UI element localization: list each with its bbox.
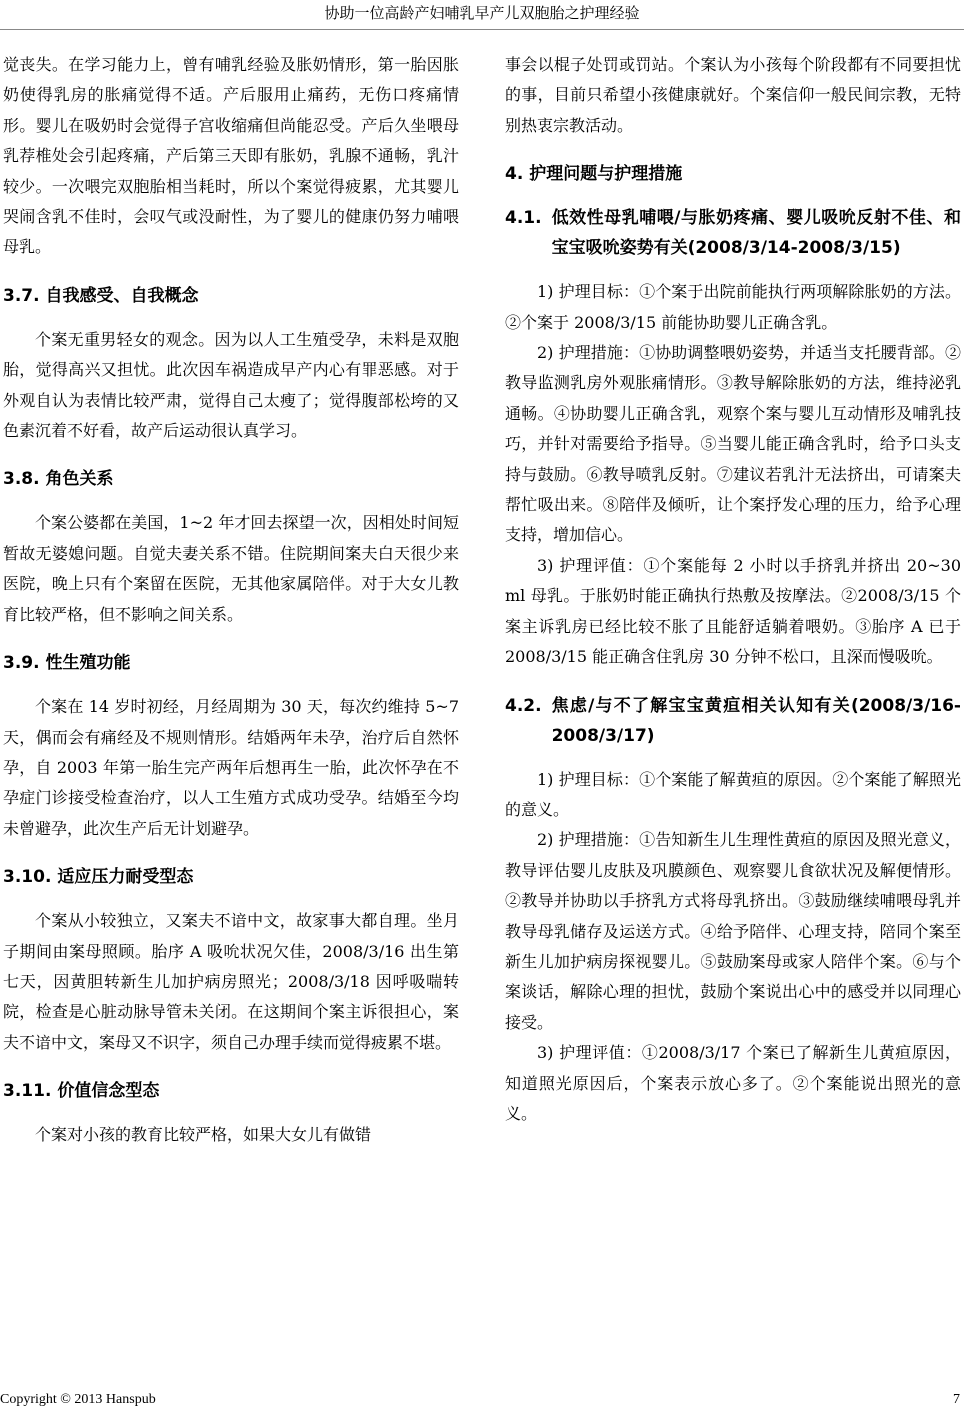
paragraph-intro-continued: 觉丧失。在学习能力上，曾有哺乳经验及胀奶情形，第一胎因胀奶使得乳房的胀痛觉得不适。产后服用止痛药，无伤口疼痛情形。婴儿在吸奶时会觉得子宫收缩痛但尚能忍受。产后久坐喂母乳荐椎处会引起疼痛，产后第三天即有胀奶，乳腺不通畅，乳汁较少。一次喂完双胞胎相当耗时，所以个案觉得疲累，尤其婴儿哭闹含乳不佳时，会叹气或没耐性，为了婴儿的健康仍努力哺喂母乳。 [3, 55, 459, 257]
section-4-1-heading [505, 203, 961, 263]
section-4-1-measures: 2) 护理措施：①协助调整喂奶姿势，并适当支托腰背部。②教导监测乳房外观胀痛情形。③教导解除胀奶的方法，维持泌乳通畅。④协助婴儿正确含乳，观察个案与婴儿互动情形及哺乳技巧，并针对需要给予指导。⑤当婴儿能正确含乳时，给予口头支持与鼓励。⑥教导喷乳反射。⑦建议若乳汁无法挤出，可请案夫帮忙吸出来。⑧陪伴及倾听，让个案抒发心理的压力，给予心理支持，增加信心。 [505, 343, 961, 545]
section-3-11-paragraph: 个案对小孩的教育比较严格，如果大女儿有做错 [35, 1125, 372, 1145]
section-4-2-number: 4.2. [505, 695, 542, 716]
section-4-2-title: 焦虑/与不了解宝宝黄疸相关认知有关(2008/3/16-2008/3/17) [551, 695, 961, 746]
section-3-9-paragraph: 个案在 14 岁时初经，月经周期为 30 天，每次约维持 5~7 天，偶而会有痛经及不规则情形。结婚两年未孕，治疗后自然怀孕，自 2003 年第一胎生完产两年后想再生一胎，此次怀孕在不孕症门诊接受检查治疗，以人工生殖方式成功受孕。结婚至今均未曾避孕，此次生产后无计划避孕。 [3, 697, 459, 838]
section-3-8-paragraph: 个案公婆都在美国，1~2 年才回去探望一次，因相处时间短暂故无婆媳问题。自觉夫妻关系不错。住院期间案夫白天很少来医院，晚上只有个案留在医院，无其他家属陪伴。对于大女儿教育比较严格，但不影响之间关系。 [3, 513, 459, 624]
paragraph-values-continued: 事会以棍子处罚或罚站。个案认为小孩每个阶段都有不同要担忧的事，目前只希望小孩健康就好。个案信仰一般民间宗教，无特别热衷宗教活动。 [505, 55, 961, 135]
section-4-2-heading [505, 691, 961, 751]
right-column [505, 50, 961, 1129]
left-column [3, 50, 459, 1151]
section-3-9-heading: 3.9. 性生殖功能 [3, 653, 131, 674]
section-3-7-paragraph: 个案无重男轻女的观念。因为以人工生殖受孕，未料是双胞胎，觉得高兴又担忧。此次因车祸造成早产内心有罪恶感。对于外观自认为表情比较严肃，觉得自己太瘦了；觉得腹部松垮的又色素沉着不好看，故产后运动很认真学习。 [3, 329, 459, 441]
section-4-heading: 4. 护理问题与护理措施 [505, 164, 683, 185]
section-3-8-heading: 3.8. 角色关系 [3, 469, 114, 490]
section-3-7-heading: 3.7. 自我感受、自我概念 [3, 285, 199, 306]
section-3-10-heading: 3.10. 适应压力耐受型态 [3, 867, 194, 888]
running-header [0, 0, 964, 30]
section-4-2-goal: 1) 护理目标：①个案能了解黄疸的原因。②个案能了解照光的意义。 [505, 769, 961, 819]
section-3-10-paragraph: 个案从小较独立，又案夫不谙中文，故家事大都自理。坐月子期间由案母照顾。胎序 A 吸吮状况欠佳，2008/3/16 出生第七天，因黄胆转新生儿加护病房照光；2008/3/18 因呼吸喘转院，检查是心脏动脉导管未关闭。在这期间个案主诉很担心，案夫不谙中文，案母又不识字，须自己办理手续而觉得疲累不堪。 [3, 911, 459, 1052]
running-header-title: 协助一位高龄产妇哺乳早产儿双胞胎之护理经验 [324, 4, 640, 22]
section-4-1-number: 4.1. [505, 208, 542, 229]
section-4-1-goal: 1) 护理目标：①个案于出院前能执行两项解除胀奶的方法。②个案于 2008/3/15 前能协助婴儿正确含乳。 [505, 282, 961, 332]
section-4-2-measures: 2) 护理措施：①告知新生儿生理性黄疸的原因及照光意义，教导评估婴儿皮肤及巩膜颜色、观察婴儿食欲状况及解便情形。②教导并协助以手挤乳方式将母乳挤出。③鼓励继续哺喂母乳并教导母乳储存及运送方式。④给予陪伴、心理支持，陪同个案至新生儿加护病房探视婴儿。⑤鼓励案母或家人陪伴个案。⑥与个案谈话，解除心理的担忧，鼓励个案说出心中的感受并以同理心接受。 [505, 830, 961, 1032]
section-4-1-title: 低效性母乳哺喂/与胀奶疼痛、婴儿吸吮反射不佳、和宝宝吸吮姿势有关(2008/3/14-2008/3/15) [551, 208, 961, 259]
section-3-11-heading: 3.11. 价值信念型态 [3, 1081, 160, 1102]
footer-page-number: 7 [953, 1392, 960, 1407]
footer-copyright: Copyright © 2013 Hanspub [0, 1392, 156, 1407]
section-4-2-evaluation: 3) 护理评值：①2008/3/17 个案已了解新生儿黄疸原因，知道照光原因后，个案表示放心多了。②个案能说出照光的意义。 [505, 1043, 961, 1123]
section-4-1-evaluation: 3) 护理评值：①个案能每 2 小时以手挤乳并挤出 20~30 ml 母乳。于胀奶时能正确执行热敷及按摩法。②2008/3/15 个案主诉乳房已经比较不胀了且能舒适躺着喂奶。③胎序 A 已于 2008/3/15 能正确含住乳房 30 分钟不松口，且深而慢吸吮。 [505, 555, 961, 667]
